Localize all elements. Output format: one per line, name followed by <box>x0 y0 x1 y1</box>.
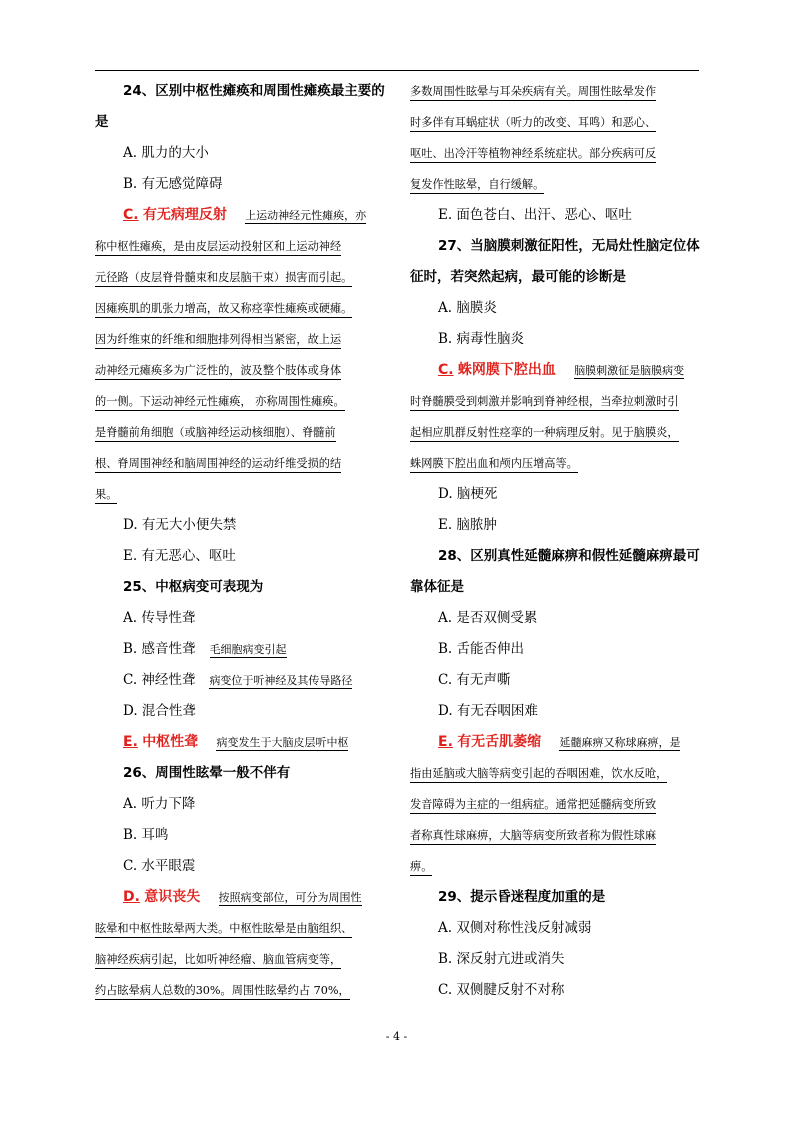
q28-explanation-line: 发音障碍为主症的一组病症。通常把延髓病变所致 <box>410 789 700 820</box>
right-column <box>410 76 700 1006</box>
q25-option-c: C. 神经性聋 病变位于听神经及其传导路径 <box>123 672 353 688</box>
q29-option-a: A. 双侧对称性浅反射减弱 <box>438 920 592 936</box>
q27-explanation-line: 起相应肌群反射性痉挛的一种病理反射。见于脑膜炎， <box>410 417 700 448</box>
q26-option-a: A. 听力下降 <box>123 796 196 812</box>
q28-explanation-start: 延髓麻痹又称球麻痹，是 <box>559 736 681 749</box>
q28-option-c: C. 有无声嘶 <box>438 672 511 688</box>
q28-explanation-line: 者称真性球麻痹，大脑等病变所致者称为假性球麻 <box>410 820 700 851</box>
q26-answer-letter: D. <box>123 889 140 905</box>
q24-explanation-line: 动神经元瘫痪多为广泛性的，波及整个肢体或身体 <box>95 355 385 386</box>
q25-answer <box>95 727 385 758</box>
q27-option-a: A. 脑膜炎 <box>438 300 497 316</box>
question-28-title-cont: 靠体征是 <box>410 579 464 595</box>
q28-option-d: D. 有无吞咽困难 <box>438 703 538 719</box>
q25-option-d: D. 混合性聋 <box>123 703 196 719</box>
q26-explanation-line: 眩晕和中枢性眩晕两大类。中枢性眩晕是由脑组织、 <box>95 913 385 944</box>
q27-explanation-line: 蛛网膜下腔出血和颅内压增高等。 <box>410 448 700 479</box>
q24-answer <box>95 200 385 231</box>
q27-explanation-start: 脑膜刺激征是脑膜病变 <box>574 364 685 377</box>
question-24-title-cont: 是 <box>95 114 109 130</box>
q24-explanation-line: 根、脊周围神经和脑周围神经的运动纤维受损的结 <box>95 448 385 479</box>
q27-option-b: B. 病毒性脑炎 <box>438 331 525 347</box>
q26-answer <box>95 882 385 913</box>
question-26-title: 26、周围性眩晕一般不伴有 <box>123 765 291 781</box>
q26-option-c: C. 水平眼震 <box>123 858 196 874</box>
q27-explanation-line: 时脊髓膜受到刺激并影响到脊神经根，当牵拉刺激时引 <box>410 386 700 417</box>
question-24-title: 24、区别中枢性瘫痪和周围性瘫痪最主要的 <box>123 83 385 99</box>
q26-explanation-line: 呕吐、出冷汗等植物神经系统症状。部分疾病可反 <box>410 138 700 169</box>
q26-explanation-start: 按照病变部位，可分为周围性 <box>218 891 362 904</box>
q24-explanation-line: 因瘫痪肌的肌张力增高，故又称痉挛性瘫痪或硬瘫。 <box>95 293 385 324</box>
question-27-title: 27、当脑膜刺激征阳性，无局灶性脑定位体 <box>438 238 700 254</box>
q27-option-e: E. 脑脓肿 <box>438 517 497 533</box>
q24-option-b: B. 有无感觉障碍 <box>123 176 223 192</box>
q28-option-a: A. 是否双侧受累 <box>438 610 538 626</box>
q29-option-c: C. 双侧腱反射不对称 <box>438 982 565 998</box>
q24-explanation-line: 因为纤维束的纤维和细胞排列得相当紧密，故上运 <box>95 324 385 355</box>
q29-option-b: B. 深反射亢进或消失 <box>438 951 565 967</box>
page-number: - 4 - <box>385 1030 408 1043</box>
question-25-title: 25、中枢病变可表现为 <box>123 579 264 595</box>
left-column <box>95 76 385 1006</box>
q28-answer-letter: E. <box>438 734 453 750</box>
q25-answer-text: 中枢性聋 <box>142 734 199 750</box>
q25-note-c: 病变位于听神经及其传导路径 <box>209 674 353 687</box>
q27-option-d: D. 脑梗死 <box>438 486 498 502</box>
q24-explanation-start: 上运动神经元性瘫痪，亦 <box>245 209 367 222</box>
header-rule <box>95 70 699 71</box>
q25-note-b: 毛细胞病变引起 <box>209 643 287 656</box>
q24-explanation-line: 元径路（皮层脊骨髓束和皮层脑干束）损害而引起。 <box>95 262 385 293</box>
q27-answer-letter: C. <box>438 362 454 378</box>
q24-explanation-line: 的一侧。下运动神经元性瘫痪， 亦称周围性瘫痪。 <box>95 386 385 417</box>
q24-explanation-line: 是脊髓前角细胞（或脑神经运动核细胞）、脊髓前 <box>95 417 385 448</box>
q25-answer-letter: E. <box>123 734 138 750</box>
q25-option-b: B. 感音性聋 毛细胞病变引起 <box>123 641 287 657</box>
q24-answer-letter: C. <box>123 207 139 223</box>
q24-option-d: D. 有无大小便失禁 <box>123 517 237 533</box>
q26-explanation-line: 时多伴有耳蜗症状（听力的改变、耳鸣）和恶心、 <box>410 107 700 138</box>
q27-answer-text: 蛛网膜下腔出血 <box>457 362 556 378</box>
q26-explanation-line: 脑神经疾病引起，比如听神经瘤、脑血管病变等， <box>95 944 385 975</box>
question-27-title-cont: 征时，若突然起病，最可能的诊断是 <box>410 269 626 285</box>
q28-explanation-line: 指由延脑或大脑等病变引起的吞咽困难，饮水反呛， <box>410 758 700 789</box>
q25-option-a: A. 传导性聋 <box>123 610 196 626</box>
q28-explanation-line: 痹。 <box>410 851 700 882</box>
q27-answer <box>410 355 700 386</box>
q24-option-e: E. 有无恶心、呕吐 <box>123 548 236 564</box>
q26-option-e: E. 面色苍白、出汗、恶心、呕吐 <box>438 207 632 223</box>
q24-option-a: A. 肌力的大小 <box>123 145 209 161</box>
q25-note-e: 病变发生于大脑皮层听中枢 <box>216 736 349 749</box>
q26-explanation-line: 复发作性眩晕，自行缓解。 <box>410 169 700 200</box>
q24-explanation-line: 称中枢性瘫痪，是由皮层运动投射区和上运动神经 <box>95 231 385 262</box>
q26-explanation-line: 约占眩晕病人总数的30%。周围性眩晕约占 70%， <box>95 975 385 1006</box>
q28-answer <box>410 727 700 758</box>
q26-option-b: B. 耳鸣 <box>123 827 169 843</box>
q26-explanation-line: 多数周围性眩晕与耳朵疾病有关。周围性眩晕发作 <box>410 76 700 107</box>
question-29-title: 29、提示昏迷程度加重的是 <box>438 889 606 905</box>
q28-answer-text: 有无舌肌萎缩 <box>457 734 542 750</box>
q28-option-b: B. 舌能否伸出 <box>438 641 525 657</box>
question-28-title: 28、区别真性延髓麻痹和假性延髓麻痹最可 <box>438 548 700 564</box>
q24-answer-text: 有无病理反射 <box>142 207 227 223</box>
q26-answer-text: 意识丧失 <box>144 889 201 905</box>
q24-explanation-line: 果。 <box>95 479 385 510</box>
